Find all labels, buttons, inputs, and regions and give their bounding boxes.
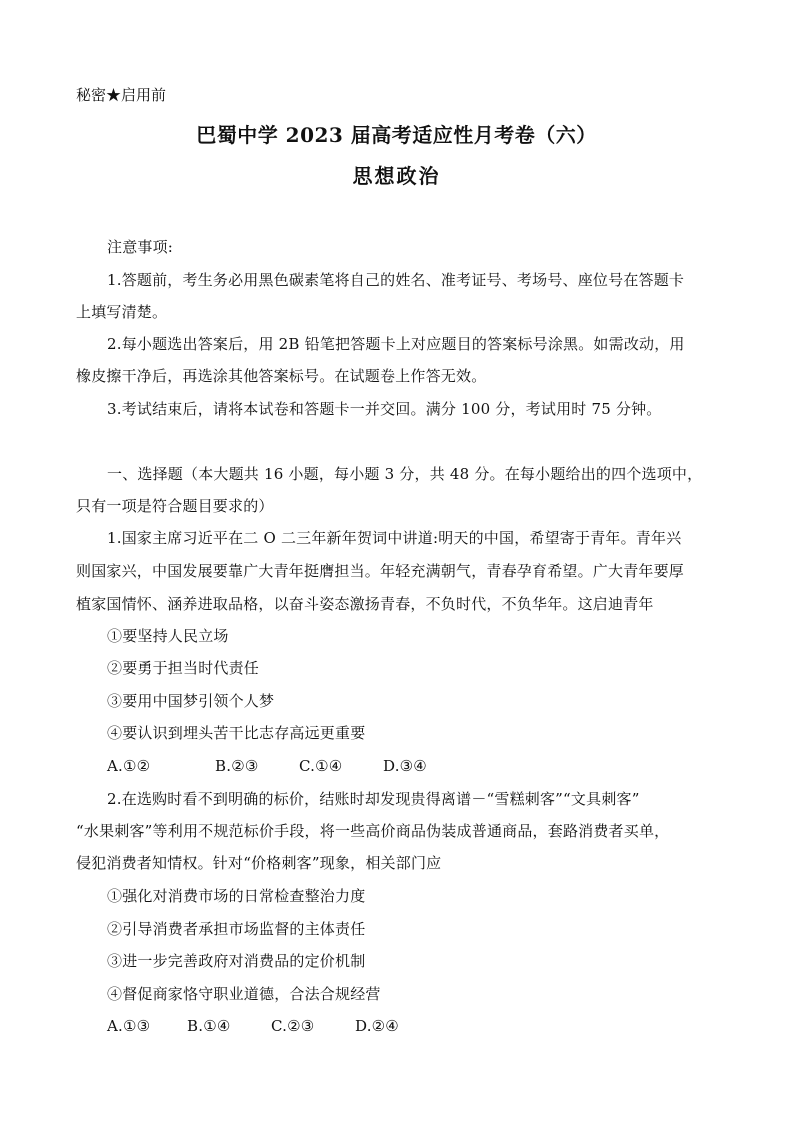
question-1-option-b: B.②③ <box>215 757 259 775</box>
notice-item-2-line-2: 橡皮擦干净后，再选涂其他答案标号。在试题卷上作答无效。 <box>76 367 487 385</box>
question-2-statement-1: ①强化对消费市场的日常检查整治力度 <box>107 887 366 905</box>
question-2-stem-line-2: “水果刺客”等利用不规范标价手段，将一些高价商品伪装成普通商品，套路消费者买单， <box>76 822 670 840</box>
notice-item-1-line-1: 1.答题前，考生务必用黑色碳素笔将自己的姓名、准考证号、考场号、座位号在答题卡 <box>107 271 685 289</box>
notice-heading: 注意事项: <box>107 238 174 256</box>
notice-item-2-line-1: 2.每小题选出答案后，用 2B 铅笔把答题卡上对应题目的答案标号涂黑。如需改动，用 <box>107 335 685 353</box>
question-1-statement-2: ②要勇于担当时代责任 <box>107 659 260 677</box>
subject-title: 思想政治 <box>352 164 441 188</box>
question-2-option-c: C.②③ <box>271 1017 315 1035</box>
question-1-stem-line-2: 则国家兴，中国发展要靠广大青年挺膺担当。年轻充满朝气，青春孕育希望。广大青年要厚 <box>76 562 685 580</box>
section-heading-line-2: 只有一项是符合题目要求的） <box>76 497 274 515</box>
question-2-stem-line-1: 2.在选购时看不到明确的标价，结账时却发现贵得离谱－“雪糕刺客”“文具刺客” <box>107 790 640 808</box>
question-2-option-a: A.①③ <box>107 1017 151 1035</box>
question-2-statement-2: ②引导消费者承担市场监督的主体责任 <box>107 920 366 938</box>
question-1-statement-1: ①要坚持人民立场 <box>107 627 229 645</box>
section-heading-line-1: 一、选择题（本大题共 16 小题，每小题 3 分，共 48 分。在每小题给出的四个选项中， <box>107 465 703 483</box>
notice-item-1-line-2: 上填写清楚。 <box>76 303 168 321</box>
exam-title: 巴蜀中学 2023 届高考适应性月考卷（六） <box>196 123 597 147</box>
question-1-option-a: A.①② <box>107 757 151 775</box>
question-2-stem-line-3: 侵犯消费者知情权。针对“价格刺客”现象，相关部门应 <box>76 854 442 872</box>
question-1-stem-line-3: 植家国情怀、涵养进取品格，以奋斗姿态激扬青春，不负时代，不负华年。这启迪青年 <box>76 595 654 613</box>
question-2-statement-3: ③进一步完善政府对消费品的定价机制 <box>107 952 366 970</box>
question-1-option-c: C.①④ <box>299 757 343 775</box>
question-1-statement-4: ④要认识到埋头苦干比志存高远更重要 <box>107 724 366 742</box>
question-2-option-d: D.②④ <box>355 1017 399 1035</box>
confidential-label: 秘密★启用前 <box>76 86 167 104</box>
notice-item-3: 3.考试结束后，请将本试卷和答题卡一并交回。满分 100 分，考试用时 75 分钟。 <box>107 400 662 418</box>
question-1-option-d: D.③④ <box>383 757 427 775</box>
question-2-option-b: B.①④ <box>187 1017 231 1035</box>
question-1-stem-line-1: 1.国家主席习近平在二 O 二三年新年贺词中讲道:明天的中国，希望寄于青年。青年兴 <box>107 529 682 547</box>
question-1-statement-3: ③要用中国梦引领个人梦 <box>107 692 275 710</box>
question-2-statement-4: ④督促商家恪守职业道德，合法合规经营 <box>107 985 381 1003</box>
